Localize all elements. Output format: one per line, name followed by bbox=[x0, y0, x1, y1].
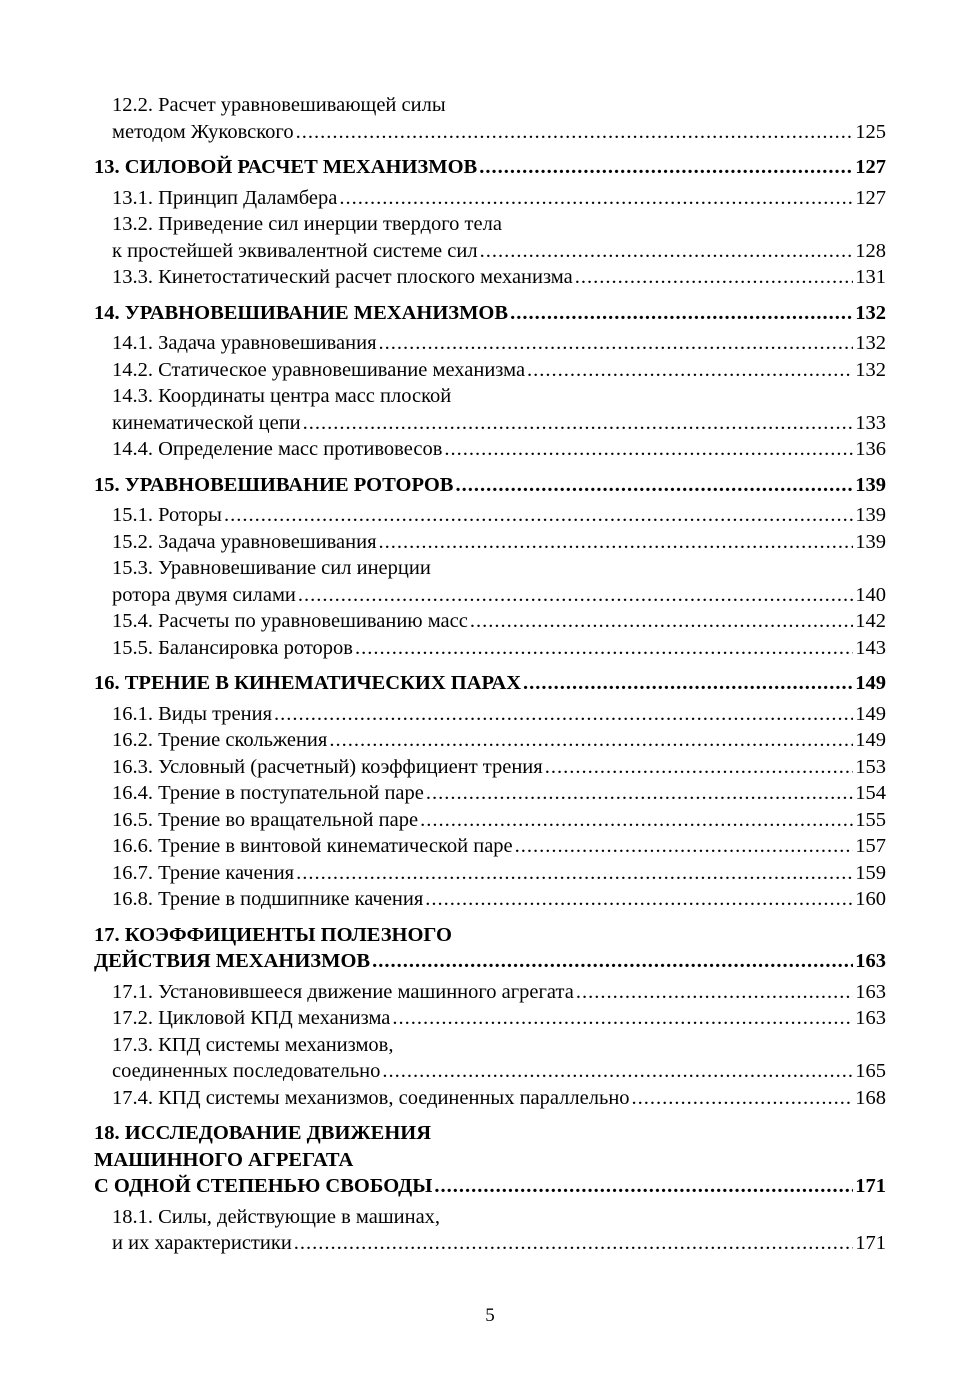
toc-section bbox=[94, 833, 886, 860]
toc-section bbox=[94, 436, 886, 463]
toc-title-line: 17.4. КПД системы механизмов, соединенных параллельно bbox=[112, 1086, 630, 1109]
toc-title-line: 13.3. Кинетостатический расчет плоского механизма bbox=[112, 266, 573, 288]
toc-title-line: 18.1. Силы, действующие в машинах, bbox=[112, 1205, 441, 1228]
toc-page-number: 132 bbox=[855, 301, 886, 324]
toc-section bbox=[94, 330, 886, 357]
toc-page-number: 125 bbox=[855, 120, 886, 143]
toc-section bbox=[94, 383, 886, 436]
dot-leader bbox=[426, 780, 853, 807]
toc-chapter bbox=[94, 922, 886, 975]
toc-section bbox=[94, 211, 886, 264]
toc-page-number: 149 bbox=[855, 672, 886, 694]
toc-page-number: 139 bbox=[855, 473, 886, 496]
toc-page-number: 159 bbox=[855, 861, 886, 884]
toc-page-number: 139 bbox=[855, 530, 886, 553]
toc-chapter bbox=[94, 300, 886, 327]
toc-title-line: 13.2. Приведение сил инерции твердого тела bbox=[112, 213, 502, 235]
toc-page-number: 149 bbox=[855, 729, 886, 751]
toc-title-line: соединенных последовательно bbox=[112, 1060, 381, 1082]
toc-page-number: 160 bbox=[855, 888, 886, 910]
toc-section bbox=[94, 860, 886, 887]
toc-title-line: 13.1. Принцип Даламбера bbox=[112, 186, 338, 209]
dot-leader bbox=[339, 185, 853, 212]
toc-title-line: 16.2. Трение скольжения bbox=[112, 729, 328, 751]
toc-title-line: 16.4. Трение в поступательной паре bbox=[112, 782, 424, 804]
toc-title-line: 15.4. Расчеты по уравновешиванию масс bbox=[112, 610, 468, 632]
toc-title-line: ротора двумя силами bbox=[112, 583, 296, 606]
toc-section bbox=[94, 754, 886, 781]
dot-leader bbox=[455, 472, 853, 499]
toc-title-line: С ОДНОЙ СТЕПЕНЬЮ СВОБОДЫ bbox=[94, 1175, 433, 1197]
dot-leader bbox=[372, 948, 853, 975]
toc-title-line: 16.3. Условный (расчетный) коэффициент трения bbox=[112, 755, 543, 778]
toc-title-line: 12.2. Расчет уравновешивающей силы bbox=[112, 94, 446, 116]
toc-page-number: 154 bbox=[855, 782, 886, 804]
toc-chapter bbox=[94, 1120, 886, 1200]
toc-title-line: 16.5. Трение во вращательной паре bbox=[112, 808, 419, 831]
toc-page-number: 163 bbox=[855, 1007, 886, 1029]
toc-title-line: 17.3. КПД системы механизмов, bbox=[112, 1033, 394, 1056]
dot-leader bbox=[575, 264, 854, 291]
toc-title-line: 16.7. Трение качения bbox=[112, 861, 295, 884]
toc-section bbox=[94, 979, 886, 1006]
toc-section bbox=[94, 608, 886, 635]
toc-title-line: 14. УРАВНОВЕШИВАНИЕ МЕХАНИЗМОВ bbox=[94, 301, 509, 324]
toc-title-line: к простейшей эквивалентной системе сил bbox=[112, 239, 478, 262]
toc-page-number: 132 bbox=[855, 332, 886, 354]
toc-section bbox=[94, 185, 886, 212]
toc-page-number: 163 bbox=[855, 980, 886, 1003]
dot-leader bbox=[294, 1230, 853, 1257]
dot-leader bbox=[303, 410, 854, 437]
dot-leader bbox=[470, 608, 853, 635]
toc-page-number: 128 bbox=[855, 239, 886, 262]
toc-title-line: 14.1. Задача уравновешивания bbox=[112, 332, 377, 354]
toc-section bbox=[94, 886, 886, 913]
toc-title-line: 14.2. Статическое уравновешивание механизма bbox=[112, 358, 526, 381]
toc-title-line: и их характеристики bbox=[112, 1232, 292, 1254]
dot-leader bbox=[515, 833, 854, 860]
toc-title-line: 16.6. Трение в винтовой кинематической паре bbox=[112, 835, 513, 857]
dot-leader bbox=[296, 860, 853, 887]
toc-title-line: МАШИННОГО АГРЕГАТА bbox=[94, 1148, 354, 1171]
dot-leader bbox=[355, 635, 853, 662]
toc-section bbox=[94, 357, 886, 384]
toc-title-line: 16. ТРЕНИЕ В КИНЕМАТИЧЕСКИХ ПАРАХ bbox=[94, 672, 522, 694]
toc-title-line: кинематической цепи bbox=[112, 411, 301, 434]
dot-leader bbox=[434, 1173, 853, 1200]
dot-leader bbox=[392, 1005, 853, 1032]
toc-section bbox=[94, 92, 886, 145]
toc-title-line: 15.1. Роторы bbox=[112, 504, 222, 526]
toc-title-line: 14.3. Координаты центра масс плоской bbox=[112, 385, 452, 407]
dot-leader bbox=[379, 529, 854, 556]
toc-section bbox=[94, 1204, 886, 1257]
toc-page-number: 127 bbox=[855, 156, 886, 178]
toc-title-line: 17.1. Установившееся движение машинного агрегата bbox=[112, 980, 574, 1003]
dot-leader bbox=[296, 119, 854, 146]
toc-page-number: 136 bbox=[855, 438, 886, 460]
toc-page-number: 139 bbox=[855, 504, 886, 526]
toc-title-line: 15.5. Балансировка роторов bbox=[112, 636, 353, 659]
dot-leader bbox=[420, 807, 853, 834]
toc-title-line: 15.3. Уравновешивание сил инерции bbox=[112, 557, 431, 579]
dot-leader bbox=[523, 670, 853, 697]
page-number: 5 bbox=[485, 1305, 495, 1326]
toc-page-number: 168 bbox=[855, 1086, 886, 1109]
toc-title-line: методом Жуковского bbox=[112, 120, 294, 143]
toc-title-line: 16.8. Трение в подшипнике качения bbox=[112, 888, 424, 910]
toc-title-line: 17. КОЭФФИЦИЕНТЫ ПОЛЕЗНОГО bbox=[94, 923, 452, 946]
toc-page-number: 163 bbox=[855, 950, 886, 972]
toc-page-number: 171 bbox=[855, 1232, 886, 1254]
dot-leader bbox=[480, 238, 854, 265]
dot-leader bbox=[576, 979, 853, 1006]
toc-page-number: 149 bbox=[855, 702, 886, 725]
toc-page-number: 143 bbox=[855, 636, 886, 659]
toc-page-number: 127 bbox=[855, 186, 886, 209]
toc-section bbox=[94, 1032, 886, 1085]
toc-section bbox=[94, 780, 886, 807]
dot-leader bbox=[425, 886, 853, 913]
toc-section bbox=[94, 264, 886, 291]
toc-section bbox=[94, 1005, 886, 1032]
toc-page-number: 140 bbox=[855, 583, 886, 606]
dot-leader bbox=[274, 701, 853, 728]
toc-section bbox=[94, 529, 886, 556]
toc-page-number: 142 bbox=[855, 610, 886, 632]
toc-page-number: 157 bbox=[855, 835, 886, 857]
toc-title-line: 17.2. Цикловой КПД механизма bbox=[112, 1007, 391, 1029]
dot-leader bbox=[329, 727, 853, 754]
dot-leader bbox=[298, 582, 853, 609]
toc-page-number: 132 bbox=[855, 358, 886, 381]
toc-section bbox=[94, 807, 886, 834]
toc-section bbox=[94, 555, 886, 608]
toc-page-number: 153 bbox=[855, 755, 886, 778]
dot-leader bbox=[379, 330, 854, 357]
toc-title-line: 13. СИЛОВОЙ РАСЧЕТ МЕХАНИЗМОВ bbox=[94, 156, 478, 178]
toc-page-number: 155 bbox=[855, 808, 886, 831]
toc-page-number: 165 bbox=[855, 1060, 886, 1082]
toc-section bbox=[94, 502, 886, 529]
dot-leader bbox=[382, 1058, 853, 1085]
dot-leader bbox=[545, 754, 854, 781]
dot-leader bbox=[444, 436, 853, 463]
dot-leader bbox=[632, 1085, 854, 1112]
toc-section bbox=[94, 1085, 886, 1112]
toc-chapter bbox=[94, 472, 886, 499]
toc-title-line: 18. ИССЛЕДОВАНИЕ ДВИЖЕНИЯ bbox=[94, 1122, 432, 1144]
toc-title-line: 15. УРАВНОВЕШИВАНИЕ РОТОРОВ bbox=[94, 473, 454, 496]
dot-leader bbox=[527, 357, 853, 384]
toc-section bbox=[94, 701, 886, 728]
dot-leader bbox=[510, 300, 853, 327]
dot-leader bbox=[224, 502, 853, 529]
toc-page-number: 171 bbox=[855, 1175, 886, 1197]
toc-page-number: 131 bbox=[855, 266, 886, 288]
toc-section bbox=[94, 727, 886, 754]
dot-leader bbox=[479, 154, 853, 181]
toc-chapter bbox=[94, 154, 886, 181]
toc-section bbox=[94, 635, 886, 662]
toc-page-number: 133 bbox=[855, 411, 886, 434]
toc-title-line: 14.4. Определение масс противовесов bbox=[112, 438, 443, 460]
toc-title-line: 15.2. Задача уравновешивания bbox=[112, 530, 377, 553]
toc-title-line: 16.1. Виды трения bbox=[112, 702, 273, 725]
table-of-contents bbox=[94, 92, 886, 1257]
toc-title-line: ДЕЙСТВИЯ МЕХАНИЗМОВ bbox=[94, 950, 371, 972]
toc-chapter bbox=[94, 670, 886, 697]
